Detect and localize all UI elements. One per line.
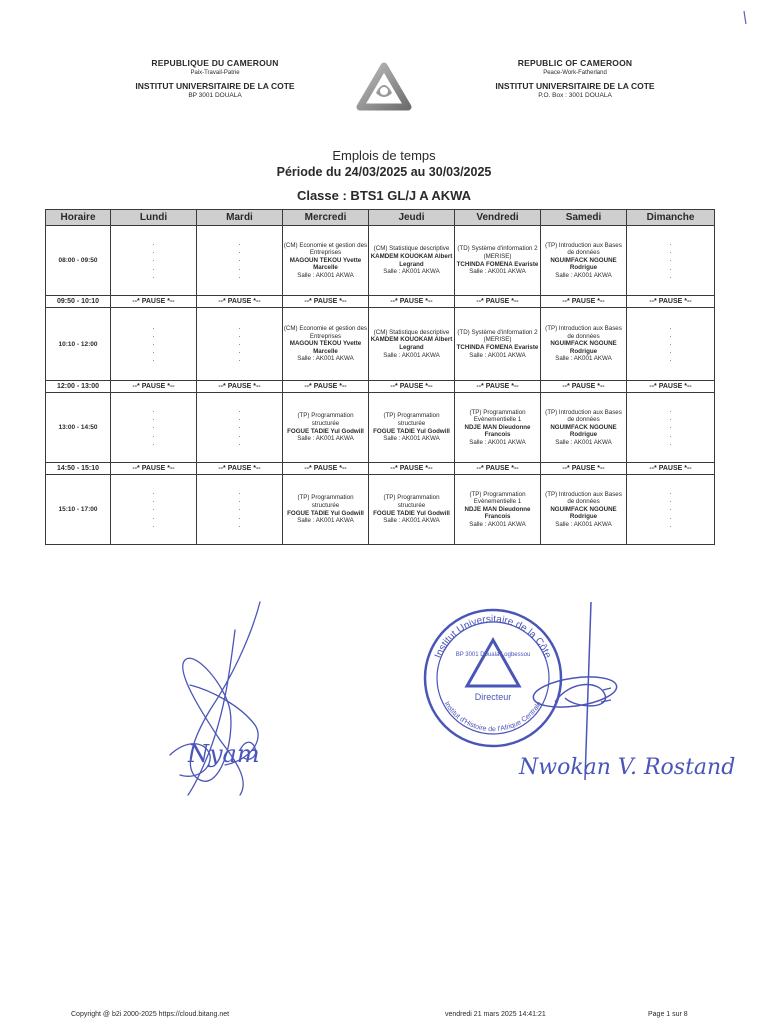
empty-mark: . (238, 348, 241, 356)
empty-mark: . (238, 439, 241, 447)
pause-cell: --* PAUSE *-- (197, 381, 283, 393)
pause-cell: --* PAUSE *-- (369, 463, 455, 475)
time-slot: 14:50 - 15:10 (46, 463, 111, 475)
course-cell (369, 226, 455, 296)
empty-mark: . (669, 323, 672, 331)
empty-mark: . (238, 505, 241, 513)
pause-cell: --* PAUSE *-- (541, 463, 627, 475)
teacher-name: NGUIMFACK NGOUNE Rodrigue (550, 505, 617, 521)
time-slot: 12:00 - 13:00 (46, 381, 111, 393)
room: Salle : AK001 AKWA (555, 438, 612, 446)
header-left (95, 59, 335, 100)
empty-mark: . (152, 323, 155, 331)
empty-cell (197, 475, 283, 545)
empty-mark: . (238, 272, 241, 280)
table-row (46, 393, 715, 463)
empty-mark: . (238, 248, 241, 256)
empty-mark: . (238, 431, 241, 439)
empty-mark: . (238, 513, 241, 521)
teacher-name: FOGUE TADIE Yul Godwill (287, 427, 364, 435)
institution-fr: INSTITUT UNIVERSITAIRE DE LA COTE (135, 80, 295, 91)
teacher-name: NGUIMFACK NGOUNE Rodrigue (550, 256, 617, 272)
director-name: Nwokan V. Rostand (519, 755, 736, 780)
stamp-address: BP 3001 Douala Logbessou (455, 652, 531, 658)
empty-cell (111, 226, 197, 296)
course-cell (455, 308, 541, 381)
empty-mark: . (669, 513, 672, 521)
course-name: (TP) Introduction aux Bases de données (545, 325, 622, 340)
room: Salle : AK001 AKWA (555, 271, 612, 279)
pause-row (46, 463, 715, 475)
table-row (46, 308, 715, 381)
empty-mark: . (669, 489, 672, 497)
empty-mark: . (152, 505, 155, 513)
empty-mark: . (152, 439, 155, 447)
room: Salle : AK001 AKWA (297, 355, 354, 363)
pause-cell: --* PAUSE *-- (111, 463, 197, 475)
col-header-samedi: Samedi (541, 210, 627, 226)
course-name: (CM) Statistique descriptive (373, 245, 450, 253)
empty-mark: . (238, 339, 241, 347)
pause-cell: --* PAUSE *-- (369, 381, 455, 393)
empty-mark: . (669, 521, 672, 529)
empty-mark: . (152, 272, 155, 280)
country-en: REPUBLIC OF CAMEROON (517, 58, 633, 68)
course-cell (455, 475, 541, 545)
course-cell (369, 308, 455, 381)
svg-text:Institut d'Histoire de l'Afriq (443, 700, 543, 733)
course-name: (TP) Programmation structurée (297, 494, 354, 509)
room: Salle : AK001 AKWA (297, 517, 354, 525)
col-header-dimanche: Dimanche (627, 210, 715, 226)
empty-cell (111, 308, 197, 381)
teacher-name: FOGUE TADIE Yul Godwill (373, 509, 450, 517)
course-name: (TP) Introduction aux Bases de données (545, 241, 622, 257)
empty-mark: . (238, 497, 241, 505)
empty-mark: . (152, 497, 155, 505)
course-name: (CM) Statistique descriptive (373, 328, 450, 336)
teacher-name: NDJE MAN Dieudonne Francois (464, 423, 531, 439)
room: Salle : AK001 AKWA (555, 355, 612, 363)
course-name: (TP) Programmation structurée (383, 494, 440, 509)
institution-en: INSTITUT UNIVERSITAIRE DE LA COTE (495, 80, 655, 91)
empty-mark: . (238, 264, 241, 272)
empty-mark: . (152, 256, 155, 264)
empty-cell (111, 475, 197, 545)
triangle-swirl-logo-icon (356, 63, 412, 113)
course-cell (455, 393, 541, 463)
teacher-name: FOGUE TADIE Yul Godwill (287, 509, 364, 517)
pause-cell: --* PAUSE *-- (111, 381, 197, 393)
stamp-bottom-text: Institut d'Histoire de l'Afrique Centrale (442, 700, 544, 734)
pause-row (46, 381, 715, 393)
pause-cell: --* PAUSE *-- (197, 296, 283, 308)
teacher-name: KAMDEM KOUOKAM Albert Legrand (370, 336, 453, 351)
empty-mark: . (669, 240, 672, 248)
empty-cell (627, 475, 715, 545)
course-cell (541, 226, 627, 296)
course-name: (TP) Programmation Evènementielle 1 (469, 408, 526, 424)
room: Salle : AK001 AKWA (555, 520, 612, 528)
empty-mark: . (152, 521, 155, 529)
empty-mark: . (152, 356, 155, 364)
course-name: (TP) Programmation Evènementielle 1 (469, 490, 526, 506)
empty-mark: . (238, 240, 241, 248)
empty-mark: . (669, 497, 672, 505)
time-slot: 10:10 - 12:00 (46, 308, 111, 381)
pause-cell: --* PAUSE *-- (283, 296, 369, 308)
table-header-row (46, 210, 715, 226)
empty-mark: . (669, 439, 672, 447)
empty-mark: . (238, 323, 241, 331)
course-cell (283, 475, 369, 545)
pause-cell: --* PAUSE *-- (283, 381, 369, 393)
pause-cell: --* PAUSE *-- (541, 296, 627, 308)
stamp-ring-text: Institut Universitaire de la Côte (432, 613, 554, 660)
empty-mark: . (669, 407, 672, 415)
course-cell (541, 393, 627, 463)
empty-mark: . (669, 415, 672, 423)
time-slot: 13:00 - 14:50 (46, 393, 111, 463)
empty-mark: . (669, 339, 672, 347)
empty-mark: . (669, 264, 672, 272)
col-header-lundi: Lundi (111, 210, 197, 226)
pause-cell: --* PAUSE *-- (541, 381, 627, 393)
pause-cell: --* PAUSE *-- (369, 296, 455, 308)
empty-mark: . (152, 407, 155, 415)
empty-mark: . (238, 356, 241, 364)
room: Salle : AK001 AKWA (469, 438, 526, 446)
table-row (46, 226, 715, 296)
time-slot: 15:10 - 17:00 (46, 475, 111, 545)
empty-cell (197, 226, 283, 296)
empty-mark: . (238, 489, 241, 497)
empty-mark: . (152, 431, 155, 439)
pause-cell: --* PAUSE *-- (455, 463, 541, 475)
empty-mark: . (152, 339, 155, 347)
course-cell (283, 226, 369, 296)
empty-mark: . (152, 415, 155, 423)
course-name: (CM) Economie et gestion des Entreprises (283, 325, 368, 340)
empty-mark: . (238, 256, 241, 264)
pause-cell: --* PAUSE *-- (283, 463, 369, 475)
empty-mark: . (238, 521, 241, 529)
right-signature-name (515, 742, 736, 792)
empty-mark: . (152, 348, 155, 356)
pen-mark-icon (742, 10, 748, 26)
course-cell (541, 475, 627, 545)
course-cell (455, 226, 541, 296)
empty-mark: . (669, 356, 672, 364)
empty-mark: . (152, 240, 155, 248)
col-header-horaire: Horaire (46, 210, 111, 226)
room: Salle : AK001 AKWA (383, 517, 440, 525)
teacher-name: NGUIMFACK NGOUNE Rodrigue (550, 423, 617, 439)
room: Salle : AK001 AKWA (297, 435, 354, 443)
room: Salle : AK001 AKWA (383, 435, 440, 443)
teacher-name: NDJE MAN Dieudonne Francois (464, 505, 531, 521)
teacher-name: NGUIMFACK NGOUNE Rodrigue (550, 340, 617, 355)
course-name: (TP) Programmation structurée (383, 412, 440, 427)
timetable (45, 209, 715, 545)
header-right (455, 59, 695, 100)
country-fr: REPUBLIQUE DU CAMEROUN (151, 58, 279, 68)
empty-mark: . (669, 331, 672, 339)
course-cell (283, 393, 369, 463)
col-header-mardi: Mardi (197, 210, 283, 226)
footer-datetime: vendredi 21 mars 2025 14:41:21 (445, 1011, 546, 1018)
document-title: Emplois de temps (332, 148, 436, 163)
room: Salle : AK001 AKWA (469, 351, 526, 359)
course-name: (TP) Introduction aux Bases de données (545, 408, 622, 424)
teacher-name: MAGOUN TEKOU Yvette Marcelle (289, 256, 362, 272)
address-fr: BP 3001 DOUALA (188, 92, 242, 100)
room: Salle : AK001 AKWA (469, 520, 526, 528)
teacher-name: TCHINDA FOMENA Evariste (456, 260, 539, 268)
empty-mark: . (238, 407, 241, 415)
pause-cell: --* PAUSE *-- (111, 296, 197, 308)
pause-row (46, 296, 715, 308)
empty-mark: . (152, 331, 155, 339)
course-name: (TD) Système d'information 2 (MERISE) (457, 328, 538, 344)
empty-mark: . (152, 423, 155, 431)
room: Salle : AK001 AKWA (383, 268, 440, 276)
motto-fr: Paix-Travail-Patrie (190, 69, 240, 76)
course-name: (TP) Introduction aux Bases de données (545, 490, 622, 506)
empty-cell (627, 308, 715, 381)
empty-mark: . (152, 489, 155, 497)
empty-mark: . (152, 513, 155, 521)
empty-mark: . (152, 264, 155, 272)
course-name: (CM) Economie et gestion des Entreprises (283, 241, 368, 257)
motto-en: Peace-Work-Fatherland (543, 69, 607, 76)
empty-mark: . (238, 415, 241, 423)
time-slot: 08:00 - 09:50 (46, 226, 111, 296)
pause-cell: --* PAUSE *-- (627, 296, 715, 308)
col-header-mercredi: Mercredi (283, 210, 369, 226)
col-header-jeudi: Jeudi (369, 210, 455, 226)
empty-mark: . (669, 272, 672, 280)
empty-cell (197, 393, 283, 463)
pause-cell: --* PAUSE *-- (627, 381, 715, 393)
footer-page-number: Page 1 sur 8 (648, 1011, 688, 1018)
empty-cell (627, 393, 715, 463)
course-name: (TP) Programmation structurée (297, 412, 354, 427)
period-title: Période du 24/03/2025 au 30/03/2025 (276, 165, 492, 179)
empty-mark: . (152, 248, 155, 256)
empty-cell (111, 393, 197, 463)
course-cell (369, 393, 455, 463)
room: Salle : AK001 AKWA (469, 268, 526, 276)
pause-cell: --* PAUSE *-- (627, 463, 715, 475)
teacher-name: TCHINDA FOMENA Evariste (456, 344, 539, 351)
table-row (46, 475, 715, 545)
stamp-title: Directeur (474, 692, 512, 702)
empty-mark: . (238, 423, 241, 431)
pause-cell: --* PAUSE *-- (455, 296, 541, 308)
empty-mark: . (669, 248, 672, 256)
teacher-name: MAGOUN TEKOU Yvette Marcelle (289, 340, 362, 355)
course-cell (283, 308, 369, 381)
empty-mark: . (238, 331, 241, 339)
left-signature-text: Nyam (188, 740, 260, 768)
empty-mark: . (669, 423, 672, 431)
time-slot: 09:50 - 10:10 (46, 296, 111, 308)
course-cell (541, 308, 627, 381)
pause-cell: --* PAUSE *-- (455, 381, 541, 393)
room: Salle : AK001 AKWA (297, 271, 354, 279)
footer-copyright: Copyright @ b2i 2000-2025 https://cloud.bitang.net (71, 1011, 230, 1018)
empty-mark: . (669, 505, 672, 513)
empty-cell (627, 226, 715, 296)
teacher-name: KAMDEM KOUOKAM Albert Legrand (370, 252, 453, 268)
teacher-name: FOGUE TADIE Yul Godwill (373, 427, 450, 435)
pause-cell: --* PAUSE *-- (197, 463, 283, 475)
empty-cell (197, 308, 283, 381)
room: Salle : AK001 AKWA (383, 351, 440, 359)
col-header-vendredi: Vendredi (455, 210, 541, 226)
course-name: (TD) Système d'information 2 (MERISE) (457, 245, 538, 260)
address-en: P.O. Box : 3001 DOUALA (538, 92, 612, 100)
left-signature (140, 590, 360, 810)
course-cell (369, 475, 455, 545)
empty-mark: . (669, 256, 672, 264)
empty-mark: . (669, 348, 672, 356)
class-title: Classe : BTS1 GL/J A AKWA (296, 188, 472, 203)
empty-mark: . (669, 431, 672, 439)
